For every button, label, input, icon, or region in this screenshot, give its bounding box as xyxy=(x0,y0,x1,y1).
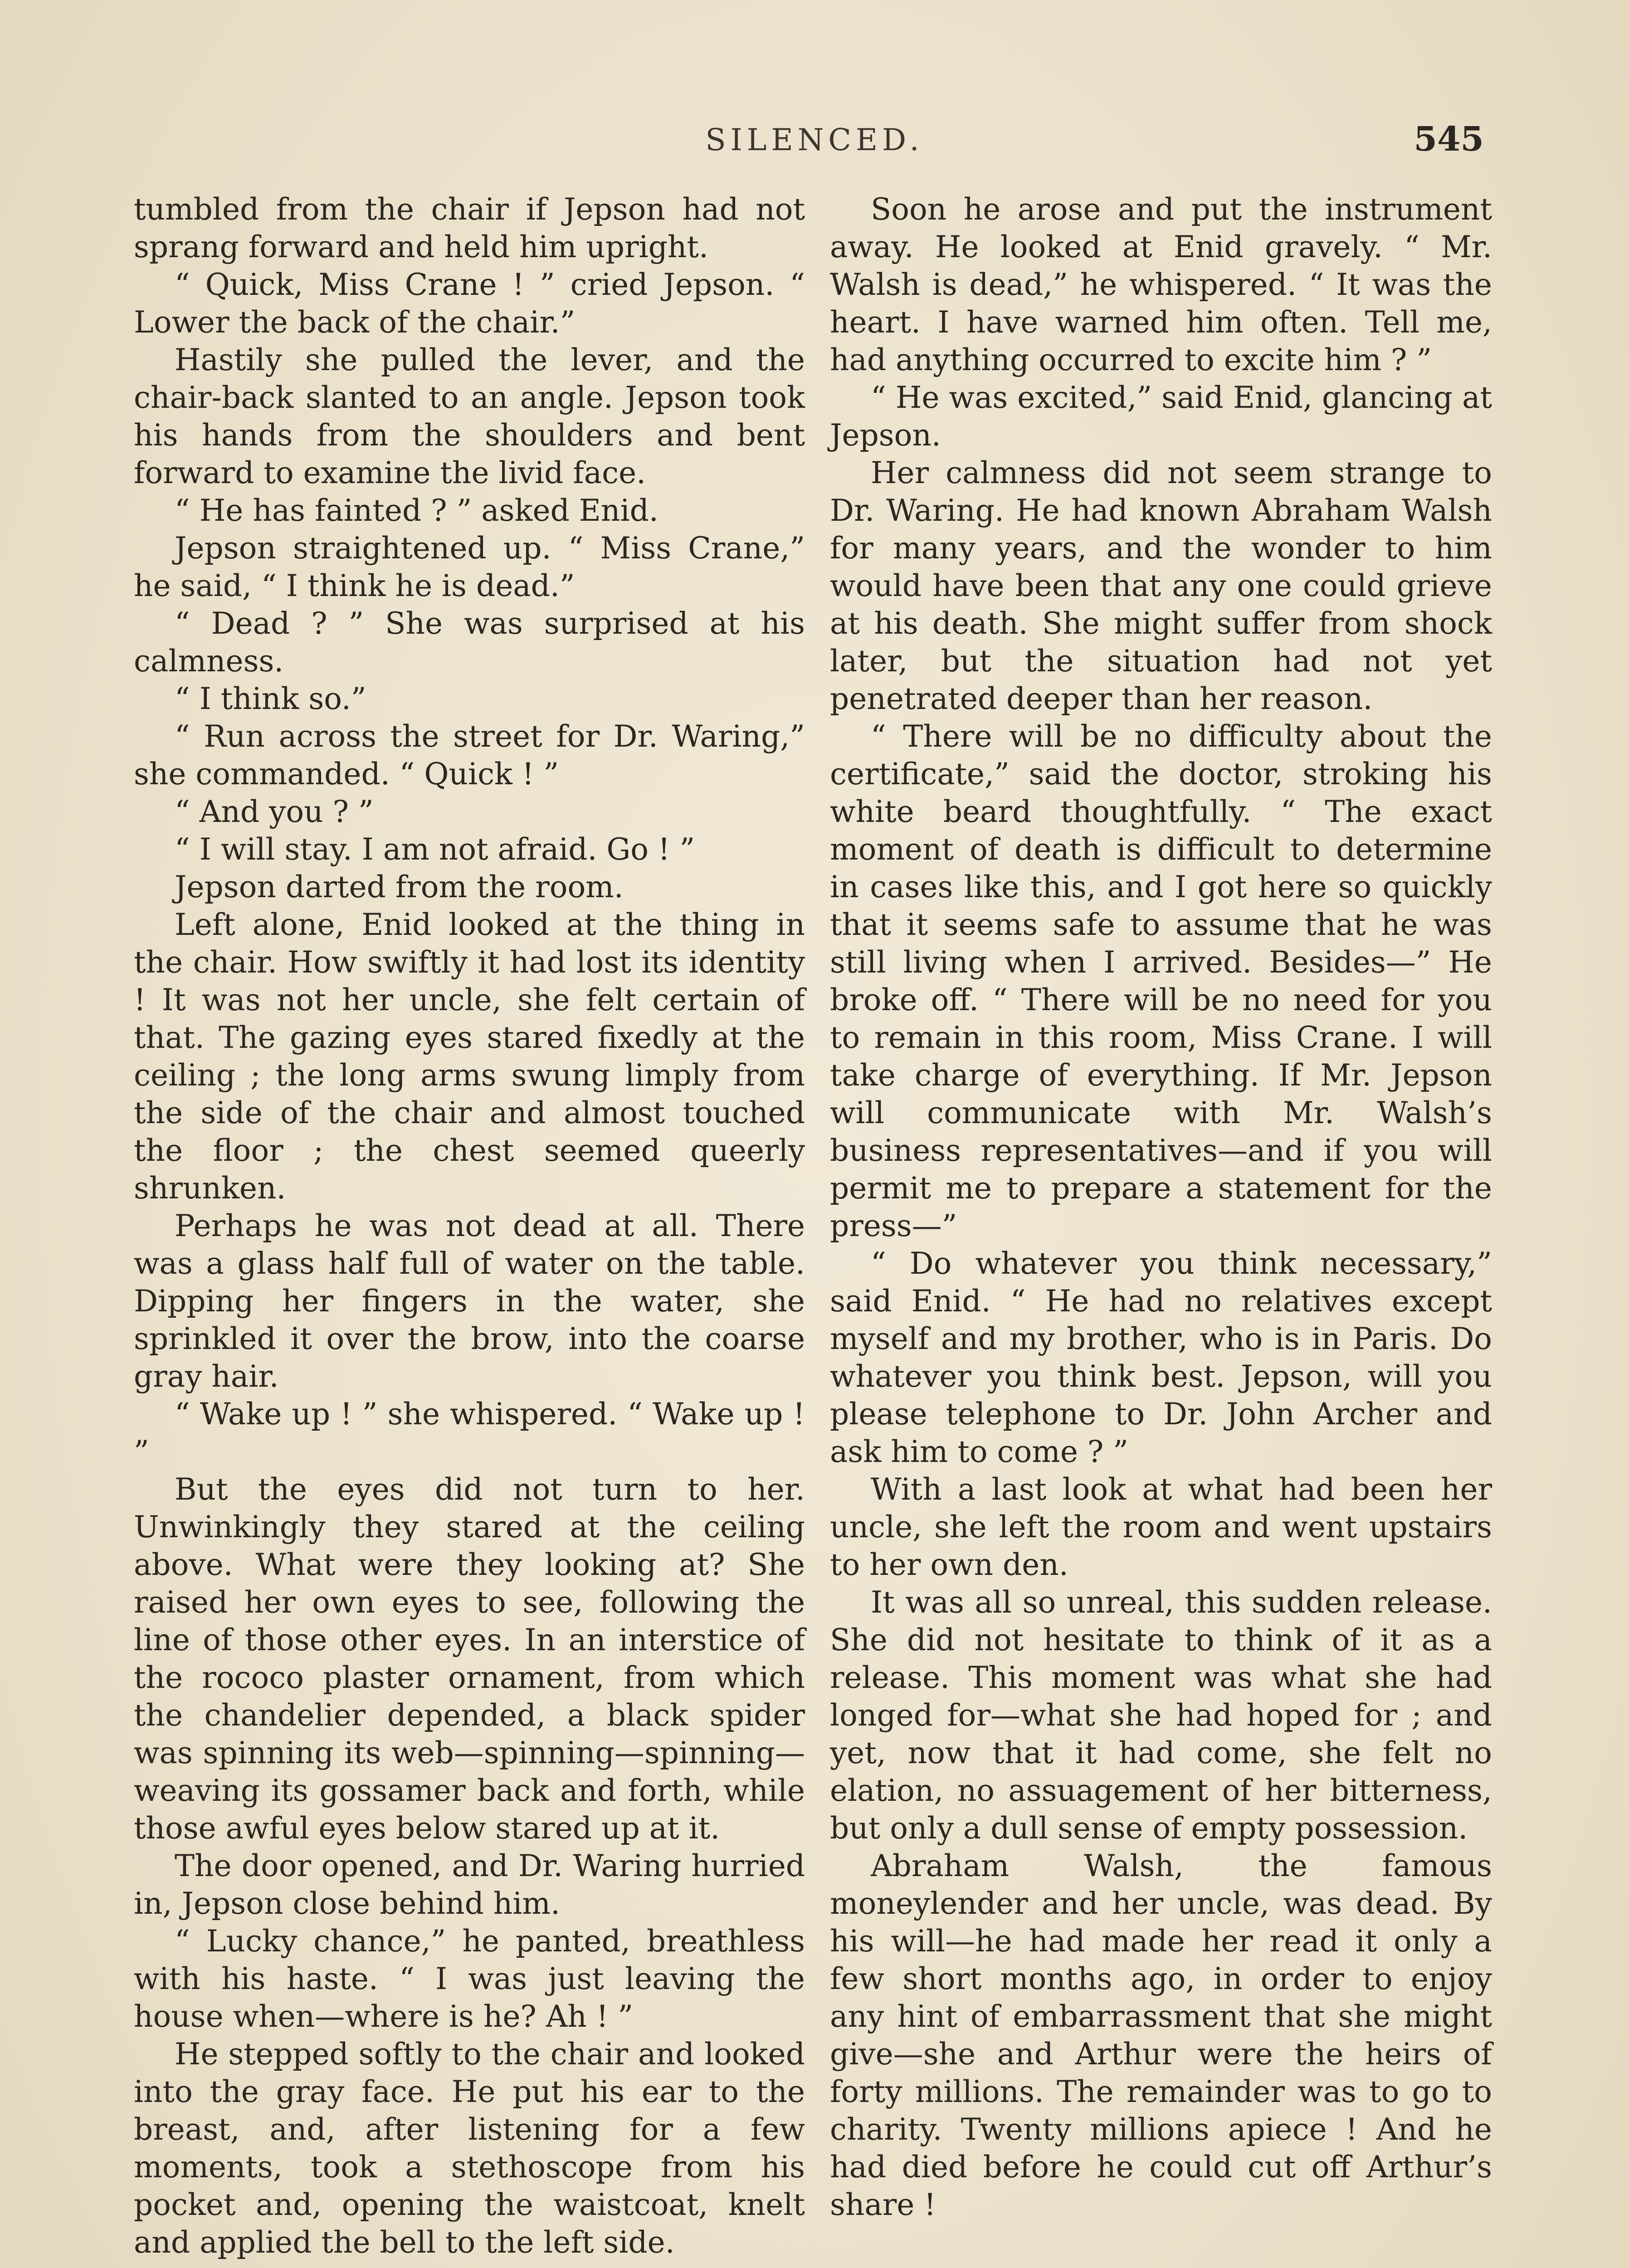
paragraph: “ He was excited,” said Enid, glancing at Jepson. xyxy=(830,380,1492,453)
paragraph: He stepped softly to the chair and looked into the gray face. He put his ear to the breast, and, after listening for a few moments, took a stethoscope from his pocket and, opening the waistcoat, knelt and applied the bell to the left side. xyxy=(134,2037,805,2260)
paragraph: Jepson straightened up. “ Miss Crane,” he said, “ I think he is dead.” xyxy=(134,531,805,603)
paragraph: “ Lucky chance,” he panted, breathless with his haste. “ I was just leaving the house when—where is he? Ah ! ” xyxy=(134,1924,805,2034)
paragraph: Her calmness did not seem strange to Dr. Waring. He had known Abraham Walsh for many years, and the wonder to him would have been that any one could grieve at his death. She might suffer from shock later, but the situation had not yet penetrated deeper than her reason. xyxy=(830,455,1492,716)
paragraph: “ He has fainted ? ” asked Enid. xyxy=(175,493,658,528)
paragraph: “ Wake up ! ” she whispered. “ Wake up ! ” xyxy=(134,1397,805,1469)
paragraph: tumbled from the chair if Jepson had not sprang forward and held him upright. xyxy=(134,192,805,264)
page-number: 545 xyxy=(1414,120,1484,159)
paragraph: “ Dead ? ” She was surprised at his calmness. xyxy=(134,606,805,679)
paragraph: With a last look at what had been her uncle, she left the room and went upstairs to her own den. xyxy=(830,1472,1492,1582)
paragraph: The door opened, and Dr. Waring hurried in, Jepson close behind him. xyxy=(134,1848,805,1921)
paragraph: “ Do whatever you think necessary,” said Enid. “ He had no relatives except myself and my brother, who is in Paris. Do whatever you think best. Jepson, will you please telephone to Dr. John Archer and ask him to come ? ” xyxy=(830,1246,1492,1469)
paragraph: “ And you ? ” xyxy=(175,794,374,829)
paragraph: Soon he arose and put the instrument away. He looked at Enid gravely. “ Mr. Walsh is dead,” he whispered. “ It was the heart. I have warned him often. Tell me, had anything occurred to excite him ? ” xyxy=(830,192,1492,377)
paragraph: Hastily she pulled the lever, and the chair-back slanted to an angle. Jepson took his hands from the shoulders and bent forward to examine the livid face. xyxy=(134,342,805,490)
paragraph: Jepson darted from the room. xyxy=(175,870,624,904)
paragraph: But the eyes did not turn to her. Unwinkingly they stared at the ceiling above. What were they looking at? She raised her own eyes to see, following the line of those other eyes. In an interstice of the rococo plaster ornament, from which the chandelier depended, a black spider was spinning its web—spinning—spinning—weaving its gossamer back and forth, while those awful eyes below stared up at it. xyxy=(134,1472,805,1846)
right-column xyxy=(830,191,1492,2224)
paragraph: It was all so unreal, this sudden release. She did not hesitate to think of it as a release. This moment was what she had longed for—what she had hoped for ; and yet, now that it had come, she felt no elation, no assuagement of her bitterness, but only a dull sense of empty possession. xyxy=(830,1585,1492,1846)
paragraph: “ Quick, Miss Crane ! ” cried Jepson. “ Lower the back of the chair.” xyxy=(134,267,805,340)
paragraph: “ Run across the street for Dr. Waring,” she commanded. “ Quick ! ” xyxy=(134,719,805,792)
paragraph: Left alone, Enid looked at the thing in the chair. How swiftly it had lost its identity ! It was not her uncle, she felt certain of that. The gazing eyes stared fixedly at the ceiling ; the long arms swung limply from the side of the chair and almost touched the floor ; the chest seemed queerly shrunken. xyxy=(134,907,805,1206)
paragraph: “ I will stay. I am not afraid. Go ! ” xyxy=(175,832,695,867)
paragraph: Perhaps he was not dead at all. There was a glass half full of water on the table. Dipping her fingers in the water, she sprinkled it over the brow, into the coarse gray hair. xyxy=(134,1208,805,1394)
paragraph: “ There will be no difficulty about the certificate,” said the doctor, stroking his white beard thoughtfully. “ The exact moment of death is difficult to determine in cases like this, and I got here so quickly that it seems safe to assume that he was still living when I arrived. Besides—” He broke off. “ There will be no need for you to remain in this room, Miss Crane. I will take charge of everything. If Mr. Jepson will communicate with Mr. Walsh’s business representatives—and if you will permit me to prepare a statement for the press—” xyxy=(830,719,1492,1243)
left-column xyxy=(134,191,805,2261)
paragraph: Abraham Walsh, the famous moneylender and her uncle, was dead. By his will—he had made her read it only a few short months ago, in order to enjoy any hint of embarrassment that she might give—she and Arthur were the heirs of forty millions. The remainder was to go to charity. Twenty millions apiece ! And he had died before he could cut off Arthur’s share ! xyxy=(830,1848,1492,2222)
paragraph: “ I think so.” xyxy=(175,681,366,716)
page-header xyxy=(0,113,1629,163)
running-title: SILENCED. xyxy=(705,122,924,157)
